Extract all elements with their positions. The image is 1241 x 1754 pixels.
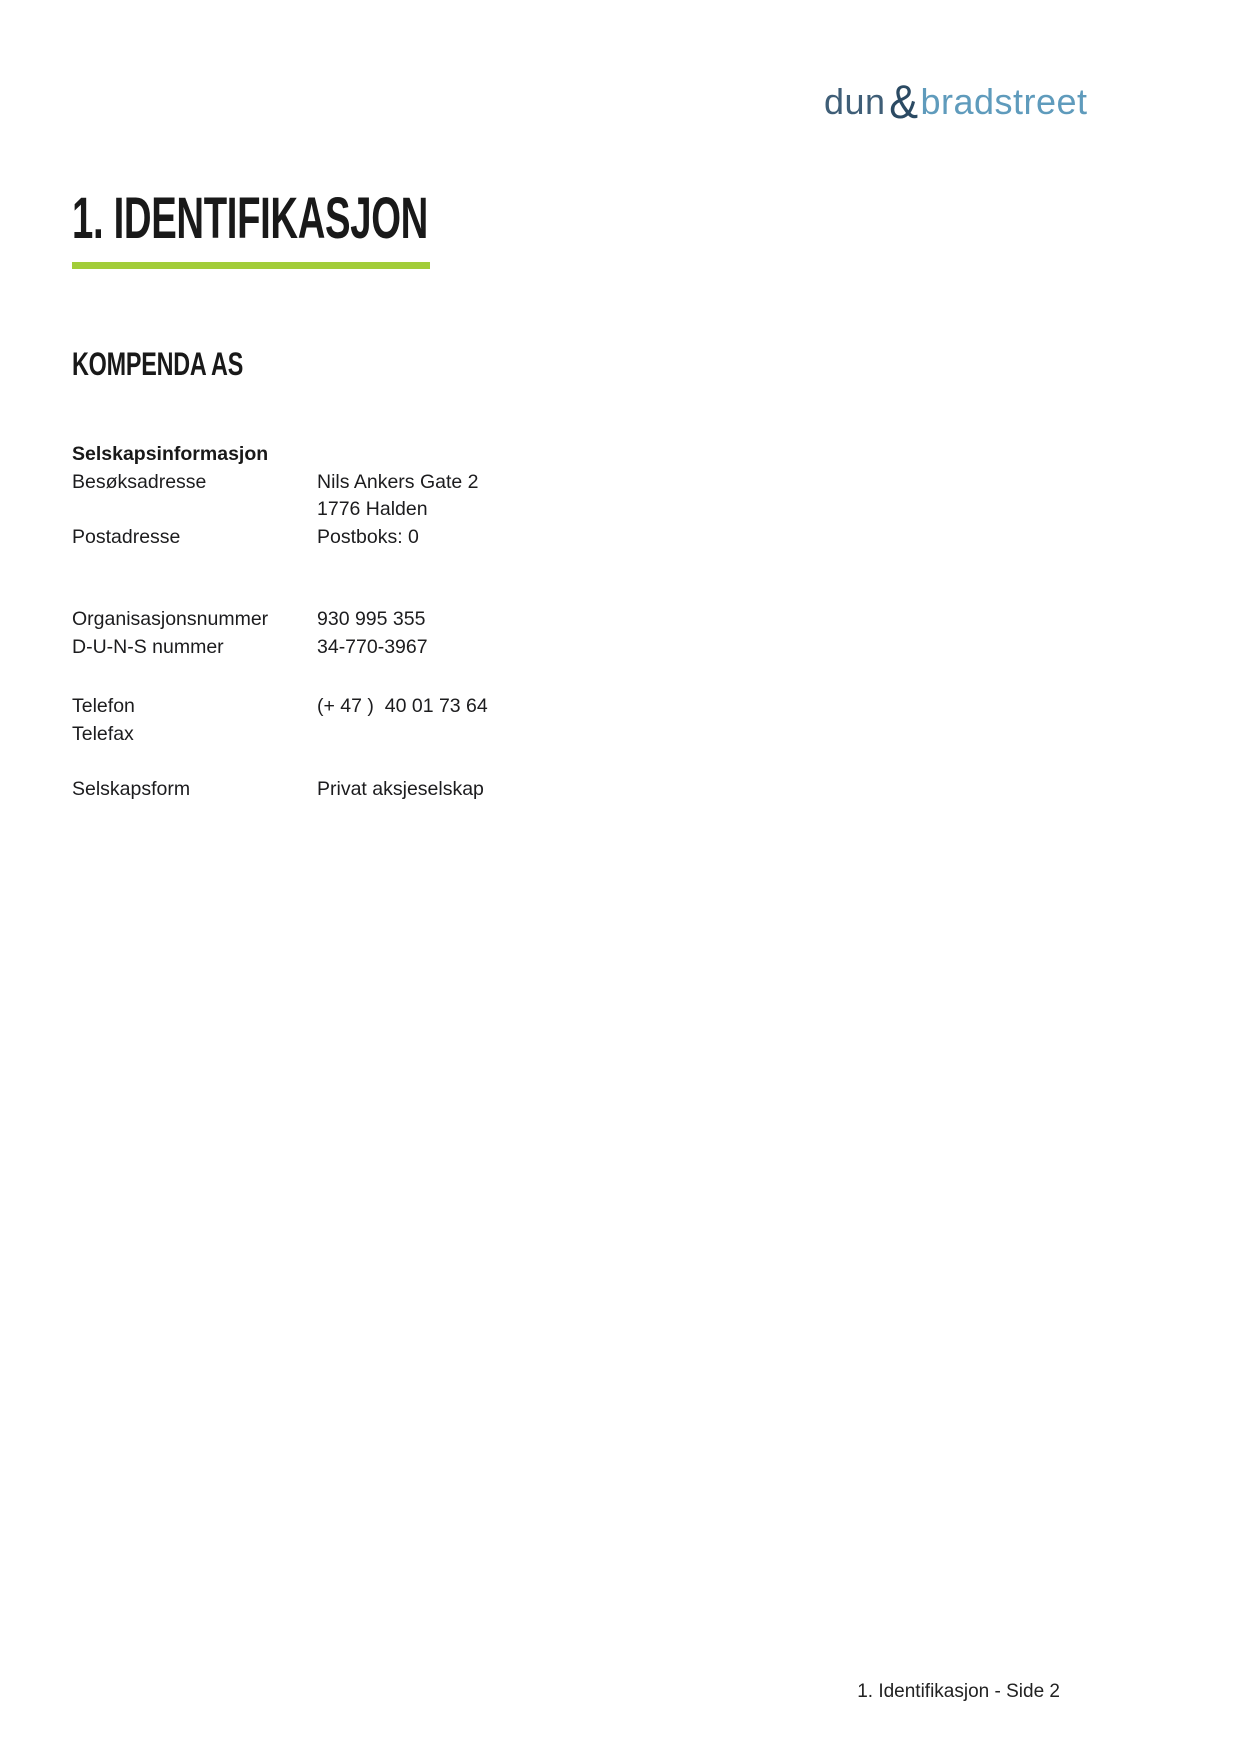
info-row bbox=[72, 606, 772, 634]
info-group-identifiers bbox=[72, 606, 772, 661]
info-value: Nils Ankers Gate 2 bbox=[317, 470, 479, 493]
company-info-section bbox=[72, 441, 772, 804]
info-value: (+ 47 ) 40 01 73 64 bbox=[317, 695, 488, 717]
info-value: 930 995 355 bbox=[317, 608, 426, 630]
info-group-address bbox=[72, 469, 772, 552]
info-label: D-U-N-S nummer bbox=[72, 635, 224, 658]
info-row bbox=[72, 693, 772, 721]
company-name: KOMPENDA AS bbox=[72, 346, 244, 382]
info-value: 1776 Halden bbox=[317, 498, 428, 520]
info-row bbox=[72, 634, 772, 662]
info-value: Postboks: 0 bbox=[317, 525, 419, 548]
dnb-logo bbox=[824, 75, 1088, 128]
info-row bbox=[72, 776, 772, 804]
section-title: 1. IDENTIFIKASJON bbox=[72, 186, 428, 251]
info-label: Telefon bbox=[72, 695, 135, 717]
info-label: Postadresse bbox=[72, 525, 181, 548]
page-footer: 1. Identifikasjon - Side 2 bbox=[857, 1681, 1060, 1702]
info-group-contact bbox=[72, 693, 772, 748]
info-group-legal-form bbox=[72, 776, 772, 804]
info-label: Organisasjonsnummer bbox=[72, 608, 269, 630]
info-row bbox=[72, 524, 772, 552]
info-row bbox=[72, 496, 772, 524]
info-label: Telefax bbox=[72, 722, 134, 745]
logo-text-bradstreet: bradstreet bbox=[920, 81, 1088, 122]
logo-text-dun: dun bbox=[824, 81, 886, 122]
ampersand-logo-icon: & bbox=[888, 75, 919, 128]
info-label: Selskapsform bbox=[72, 778, 191, 800]
info-heading: Selskapsinformasjon bbox=[72, 443, 269, 465]
info-row bbox=[72, 469, 772, 497]
info-label: Besøksadresse bbox=[72, 470, 207, 493]
info-value: 34-770-3967 bbox=[317, 635, 428, 658]
section-accent-rule bbox=[72, 262, 430, 269]
info-row bbox=[72, 721, 772, 749]
info-label bbox=[72, 496, 317, 524]
info-value: Privat aksjeselskap bbox=[317, 778, 484, 800]
